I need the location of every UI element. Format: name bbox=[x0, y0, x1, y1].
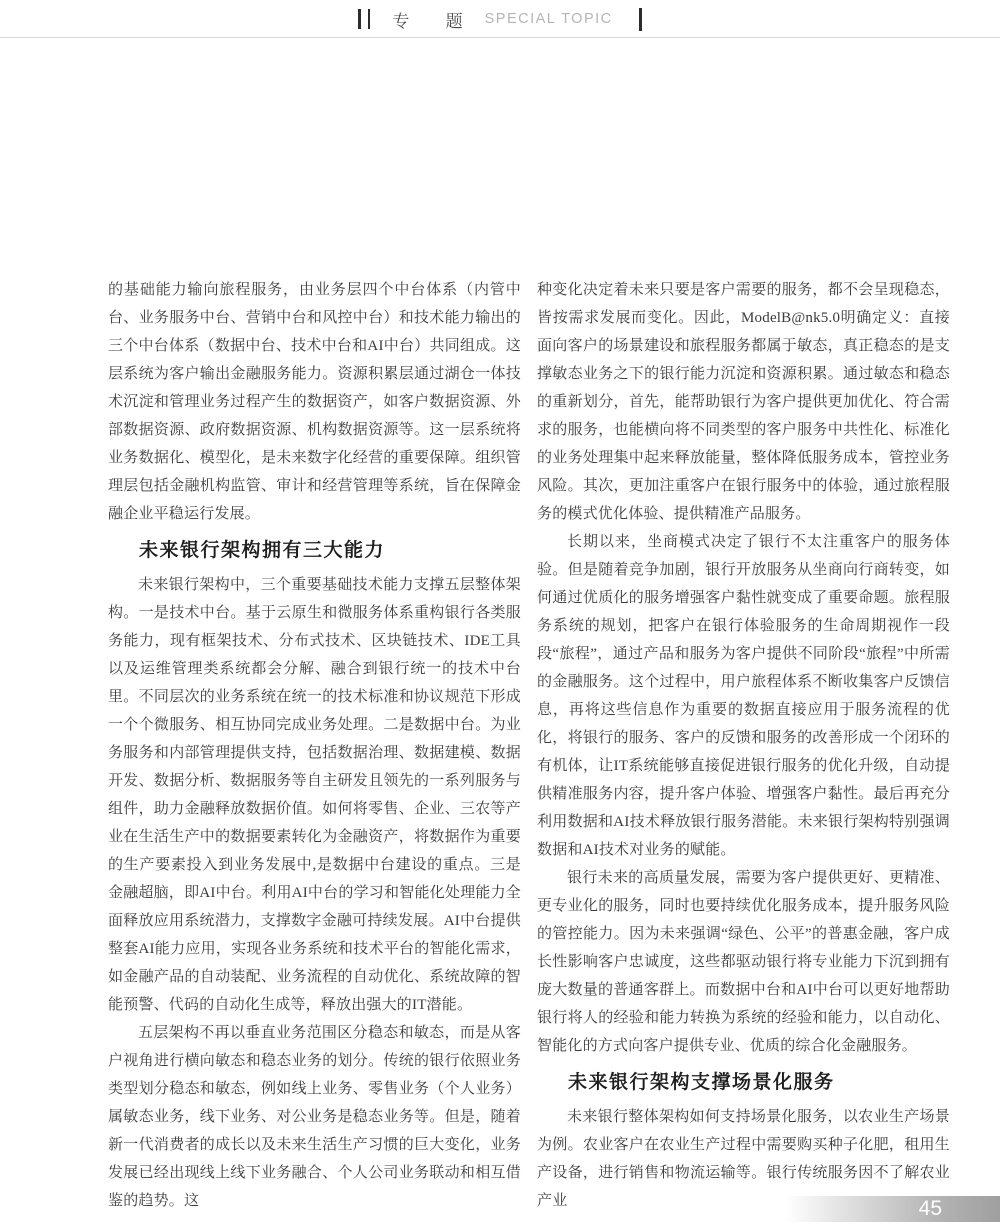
section-heading: 未来银行架构拥有三大能力 bbox=[139, 540, 386, 561]
paragraph: 长期以来，坐商模式决定了银行不太注重客户的服务体验。但是随着竞争加剧，银行开放服务从坐商向行商转变，如何通过优质化的服务增强客户黏性就变成了重要命题。旅程服务系统的规划，把客户在银行体验服务的生命周期视作一段段“旅程”，通过产品和服务为客户提供不同阶段“旅程”中所需的金融服务。这个过程中，用户旅程体系不断收集客户反馈信息，再将这些信息作为重要的数据直接应用于服务流程的优化，将银行的服务、客户的反馈和服务的改善形成一个闭环的有机体，让IT系统能够直接促进银行服务的优化升级，自动提供精准服务内容，提升客户体验、增强客户黏性。最后再充分利用数据和AI技术释放银行服务潜能。未来银行架构特别强调数据和AI技术对业务的赋能。 bbox=[537, 534, 950, 858]
paragraph: 五层架构不再以垂直业务范围区分稳态和敏态，而是从客户视角进行横向敏态和稳态业务的划分。传统的银行依照业务类型划分稳态和敏态，例如线上业务、零售业务（个人业务）属敏态业务，线下业务、对公业务是稳态业务等。但是，随着新一代消费者的成长以及未来生活生产习惯的巨大变化，业务发展已经出现线上线下业务融合、个人公司业务联动和相互借鉴的趋势。这 bbox=[108, 1025, 521, 1209]
section-heading: 未来银行架构支撑场景化服务 bbox=[568, 1072, 835, 1093]
double-bar-icon bbox=[358, 9, 370, 29]
paragraph: 未来银行整体架构如何支持场景化服务，以农业生产场景为例。农业客户在农业生产过程中需要购买种子化肥，租用生产设备，进行销售和物流运输等。银行传统服务因不了解农业产业 bbox=[537, 1109, 950, 1209]
paragraph: 种变化决定着未来只要是客户需要的服务，都不会呈现稳态，皆按需求发展而变化。因此，ModelB@nk5.0明确定义：直接面向客户的场景建设和旅程服务都属于敏态，真正稳态的是支撑敏态业务之下的银行能力沉淀和资源积累。通过敏态和稳态的重新划分，首先，能帮助银行为客户提供更加优化、符合需求的服务，也能横向将不同类型的客户服务中共性化、标准化的业务处理集中起来释放能量，整体降低服务成本，管控业务风险。其次，更加注重客户在银行服务中的体验，通过旅程服务的模式优化体验、提供精准产品服务。 bbox=[537, 282, 950, 522]
paragraph: 的基础能力输向旅程服务，由业务层四个中台体系（内管中台、业务服务中台、营销中台和风控中台）和技术能力输出的三个中台体系（数据中台、技术中台和AI中台）共同组成。这层系统为客户输出金融服务能力。资源积累层通过湖仓一体技术沉淀和管理业务过程产生的数据资产，如客户数据资源、外部数据资源、政府数据资源、机构数据资源等。这一层系统将业务数据化、模型化，是未来数字化经营的重要保障。组织管理层包括金融机构监管、审计和经营管理等系统，旨在保障金融企业平稳运行发展。 bbox=[108, 282, 521, 522]
page-top-edge-line bbox=[0, 37, 1000, 38]
header-title-cn: 专 题 bbox=[392, 11, 479, 31]
paragraph: 银行未来的高质量发展，需要为客户提供更好、更精准、更专业化的服务，同时也要持续优化服务成本，提升服务风险的管控能力。因为未来强调“绿色、公平”的普惠金融，客户成长性影响客户忠诚度，这些都驱动银行将专业能力下沉到拥有庞大数量的普通客群上。而数据中台和AI中台可以更好地帮助银行将人的经验和能力转换为系统的经验和能力，以自动化、智能化的方式向客户提供专业、优质的综合化金融服务。 bbox=[537, 870, 950, 1054]
single-bar-icon bbox=[639, 8, 642, 31]
header-title-en: SPECIAL TOPIC bbox=[484, 11, 613, 27]
left-column bbox=[108, 276, 521, 1215]
right-column bbox=[537, 276, 950, 1215]
paragraph: 未来银行架构中，三个重要基础技术能力支撑五层整体架构。一是技术中台。基于云原生和微服务体系重构银行各类服务能力，现有框架技术、分布式技术、区块链技术、IDE工具以及运维管理类系统都会分解、融合到银行统一的技术中台里。不同层次的业务系统在统一的技术标准和协议规范下形成一个个微服务、相互协同完成业务处理。二是数据中台。为业务服务和内部管理提供支持，包括数据治理、数据建模、数据开发、数据分析、数据服务等自主研发且领先的一系列服务与组件，助力金融释放数据价值。如何将零售、企业、三农等产业在生活生产中的数据要素转化为金融资产，将数据作为重要的生产要素投入到业务发展中,是数据中台建设的重点。三是金融超脑，即AI中台。利用AI中台的学习和智能化处理能力全面释放应用系统潜力，支撑数字金融可持续发展。AI中台提供整套AI能力应用，实现各业务系统和技术平台的智能化需求，如金融产品的自动装配、业务流程的自动优化、系统故障的智能预警、代码的自动化生成等，释放出强大的IT潜能。 bbox=[108, 577, 521, 1013]
page-header bbox=[0, 5, 1000, 33]
page-number-bar bbox=[785, 1196, 1000, 1222]
page-number: 45 bbox=[918, 1197, 942, 1220]
